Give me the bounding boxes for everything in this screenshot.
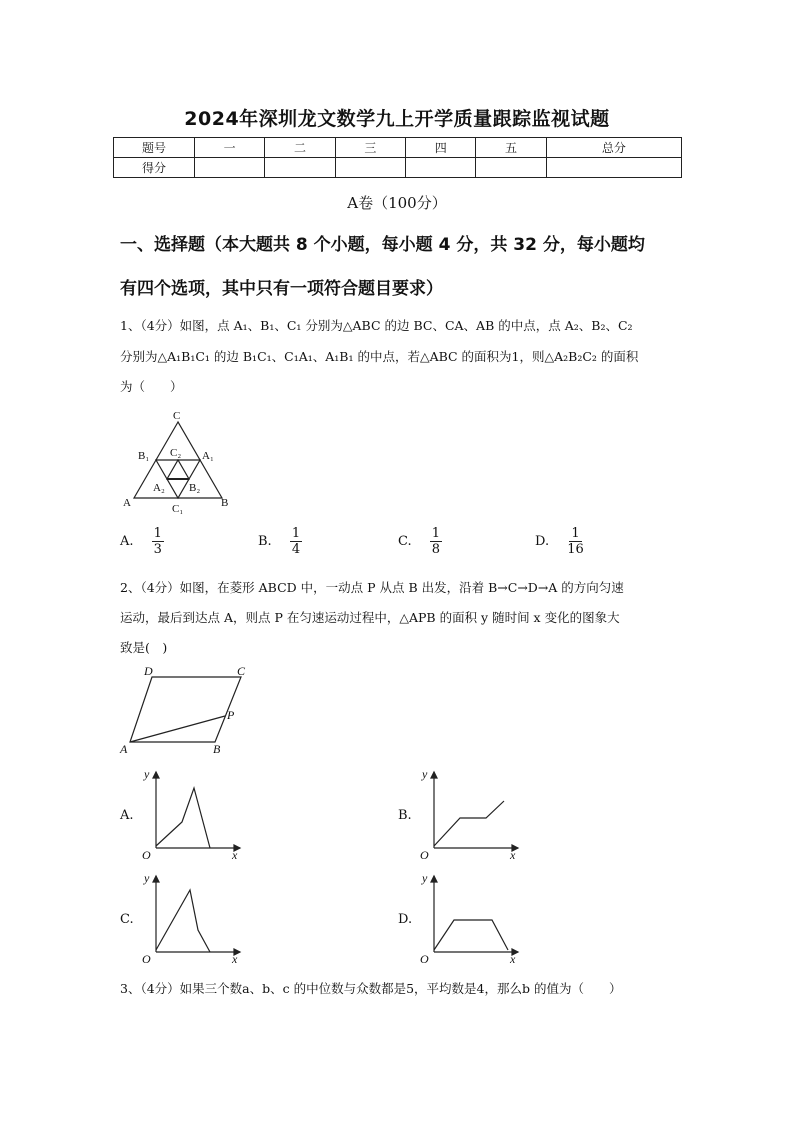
q2-option-a-graph[interactable] [140, 764, 250, 860]
graph-curve [156, 890, 210, 952]
q2-text-line3: 致是( ) [120, 640, 168, 655]
q2-option-c-graph[interactable] [140, 868, 250, 964]
origin-label: O [142, 952, 151, 964]
origin-label: O [420, 848, 429, 860]
q1-text-line1: 1、（4分）如图，点 A₁、B₁、C₁ 分别为△ABC 的边 BC、CA、AB 的中点，点 A₂、B₂、C₂ [120, 318, 633, 333]
option-letter: D. [535, 534, 550, 549]
origin-label: O [142, 848, 151, 860]
q1-option-d[interactable] [535, 526, 584, 557]
q1-text-line2: 分别为△A₁B₁C₁ 的边 B₁C₁、C₁A₁、A₁B₁ 的中点，若△ABC 的面积为1，则△A₂B₂C₂ 的面积 [120, 349, 639, 364]
label-a: A [123, 497, 131, 509]
q2-option-d-graph[interactable] [418, 868, 528, 964]
graph-curve [434, 801, 504, 846]
option-fraction [152, 526, 164, 557]
fraction-denominator: 16 [567, 542, 584, 557]
q2-option-c-label[interactable]: C. [120, 912, 134, 927]
axis-x-label: x [510, 952, 516, 964]
table-cell: 五 [476, 138, 546, 158]
option-letter: B. [258, 534, 272, 549]
segment-ap [130, 716, 225, 742]
table-cell [195, 158, 265, 178]
option-fraction [290, 526, 302, 557]
fraction-numerator: 1 [153, 526, 162, 541]
part1-heading-line2: 有四个选项，其中只有一项符合题目要求） [120, 279, 443, 299]
score-table-header-row [114, 138, 682, 158]
q1-option-c[interactable] [398, 526, 442, 557]
graph-curve [434, 920, 508, 950]
label-b: B [213, 742, 221, 756]
triangle-a2b2c2 [167, 460, 189, 479]
table-cell [476, 158, 546, 178]
part1-heading-line1: 一、选择题（本大题共 8 个小题，每小题 4 分，共 32 分，每小题均 [120, 235, 645, 255]
table-cell [406, 158, 476, 178]
table-cell: 总分 [546, 138, 681, 158]
q2-option-a-label[interactable]: A. [120, 808, 134, 823]
fraction-denominator: 8 [431, 542, 441, 557]
fraction-numerator: 1 [571, 526, 580, 541]
option-fraction [430, 526, 442, 557]
q2-option-d-label[interactable]: D. [398, 912, 413, 927]
axis-x-label: x [232, 848, 238, 860]
table-cell: 三 [335, 138, 405, 158]
fraction-denominator: 3 [153, 542, 162, 557]
axis-y-label: y [144, 871, 150, 885]
label-c: C [173, 410, 181, 422]
axis-y-label: y [422, 767, 428, 781]
axis-x-label: x [232, 952, 238, 964]
table-cell: 二 [265, 138, 335, 158]
q1-triangle-figure [118, 406, 238, 518]
label-b2: B₂ [189, 482, 201, 494]
score-table [113, 137, 682, 178]
fraction-numerator: 1 [431, 526, 441, 541]
q1-option-a[interactable] [120, 526, 164, 557]
y-axis-arrow-icon [153, 876, 159, 882]
table-cell [335, 158, 405, 178]
table-cell [546, 158, 681, 178]
q1-text-line3: 为（ ） [120, 379, 183, 394]
axis-x-label: x [510, 848, 516, 860]
label-c: C [237, 664, 246, 678]
label-d: D [144, 664, 153, 678]
label-b: B [221, 497, 229, 509]
y-axis-arrow-icon [153, 772, 159, 778]
label-a2: A₂ [153, 482, 165, 494]
option-fraction [567, 526, 584, 557]
q2-rhombus-figure [116, 662, 256, 758]
q2-text-line1: 2、（4分）如图，在菱形 ABCD 中，一动点 P 从点 B 出发，沿着 B→C→D→A 的方向匀速 [120, 580, 624, 595]
page-title: 2024年深圳龙文数学九上开学质量跟踪监视试题 [184, 108, 610, 130]
label-p: P [227, 708, 235, 722]
label-a1: A₁ [202, 450, 214, 462]
q3-text-line1: 3、（4分）如果三个数a、b、c 的中位数与众数都是5，平均数是4，那么b 的值为（ ） [120, 981, 622, 996]
axis-y-label: y [144, 767, 150, 781]
y-axis-arrow-icon [431, 772, 437, 778]
fraction-denominator: 4 [291, 542, 301, 557]
score-table-score-row [114, 158, 682, 178]
table-cell [265, 158, 335, 178]
rhombus-abcd [130, 677, 241, 742]
q2-option-b-graph[interactable] [418, 764, 528, 860]
label-c1: C₁ [172, 503, 184, 515]
label-b1: B₁ [138, 450, 150, 462]
fraction-numerator: 1 [291, 526, 301, 541]
axis-y-label: y [422, 871, 428, 885]
origin-label: O [420, 952, 429, 964]
section-a-heading: A卷（100分） [347, 194, 447, 212]
graph-curve [156, 788, 210, 848]
q2-text-line2: 运动，最后到达点 A，则点 P 在匀速运动过程中，△APB 的面积 y 随时间 x 变化的图象大 [120, 610, 620, 625]
table-cell: 得分 [114, 158, 195, 178]
label-a: A [120, 742, 128, 756]
option-letter: C. [398, 534, 412, 549]
table-cell: 四 [406, 138, 476, 158]
table-cell: 题号 [114, 138, 195, 158]
q2-option-b-label[interactable]: B. [398, 808, 412, 823]
option-letter: A. [120, 534, 134, 549]
table-cell: 一 [195, 138, 265, 158]
q1-option-b[interactable] [258, 526, 302, 557]
y-axis-arrow-icon [431, 876, 437, 882]
label-c2: C₂ [170, 447, 182, 459]
